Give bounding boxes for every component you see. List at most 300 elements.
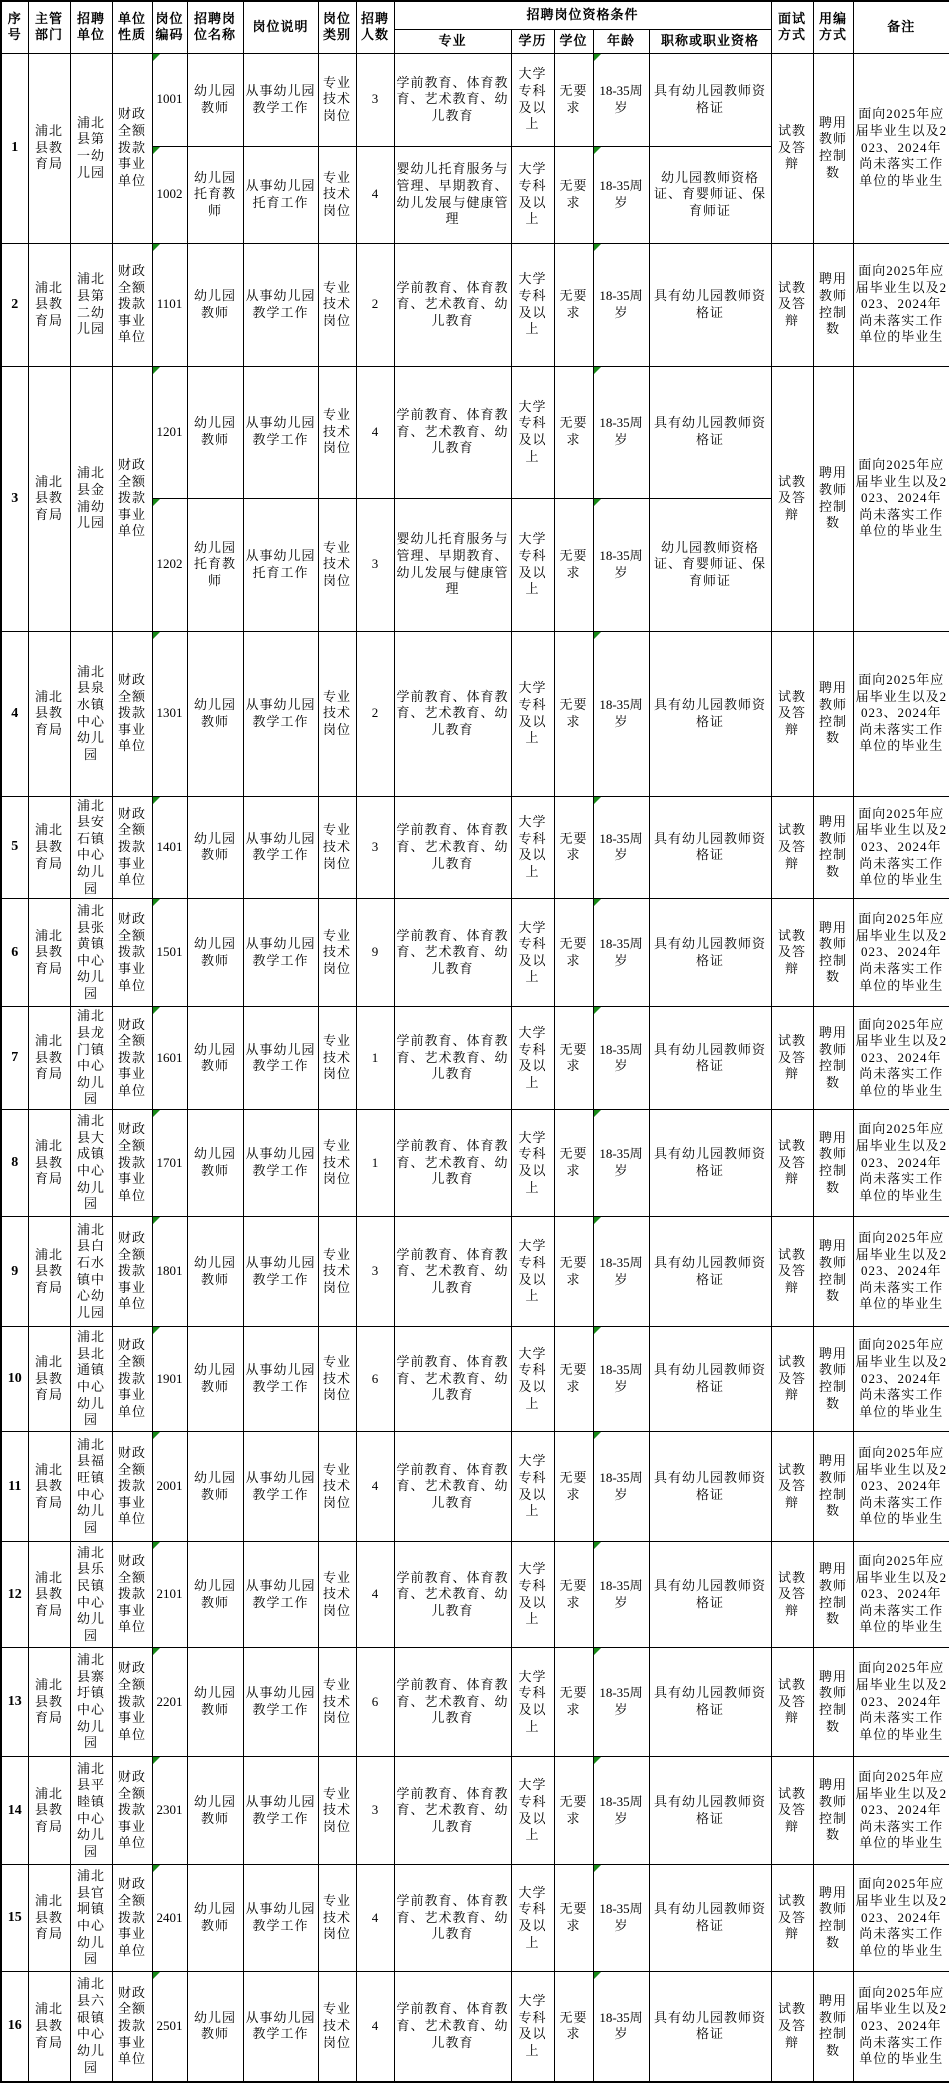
cell-category: 专业技术岗位 bbox=[318, 1110, 356, 1217]
cell-category: 专业技术岗位 bbox=[318, 899, 356, 1007]
cell-qualification: 幼儿园教师资格证、育婴师证、保育师证 bbox=[649, 146, 771, 243]
cell-count: 2 bbox=[356, 243, 394, 366]
cell-age: 18-35周岁 bbox=[593, 146, 649, 243]
cell-unit: 浦北县安石镇中心幼儿园 bbox=[70, 796, 112, 899]
table-row bbox=[1, 1865, 949, 1972]
cell-remark: 面向2025年应届毕业生以及2023、2024年尚未落实工作单位的毕业生 bbox=[853, 796, 949, 899]
cell-age: 18-35周岁 bbox=[593, 1007, 649, 1110]
cell-age: 18-35周岁 bbox=[593, 1110, 649, 1217]
table-header bbox=[1, 1, 949, 53]
cell-unit: 浦北县泉水镇中心幼儿园 bbox=[70, 631, 112, 796]
cell-count: 9 bbox=[356, 899, 394, 1007]
cell-nature: 财政全额拨款事业单位 bbox=[112, 53, 152, 243]
cell-dept: 浦北县教育局 bbox=[28, 1432, 70, 1542]
cell-post-desc: 从事幼儿园教学工作 bbox=[243, 366, 318, 498]
header-title-or-qual: 职称或职业资格 bbox=[649, 29, 771, 53]
cell-code: 1202 bbox=[152, 498, 187, 631]
cell-unit: 浦北县金浦幼儿园 bbox=[70, 366, 112, 631]
cell-post-name: 幼儿园教师 bbox=[187, 53, 243, 146]
cell-interview: 试教及答辩 bbox=[771, 1217, 813, 1327]
cell-major: 学前教育、体育教育、艺术教育、幼儿教育 bbox=[394, 899, 511, 1007]
cell-degree: 无要求 bbox=[554, 631, 593, 796]
cell-staffing: 聘用教师控制数 bbox=[813, 243, 853, 366]
cell-category: 专业技术岗位 bbox=[318, 1648, 356, 1757]
table-row bbox=[1, 1542, 949, 1648]
cell-staffing: 聘用教师控制数 bbox=[813, 1972, 853, 2082]
cell-code: 1002 bbox=[152, 146, 187, 243]
cell-interview: 试教及答辩 bbox=[771, 243, 813, 366]
cell-age: 18-35周岁 bbox=[593, 796, 649, 899]
cell-major: 学前教育、体育教育、艺术教育、幼儿教育 bbox=[394, 1110, 511, 1217]
cell-post-name: 幼儿园教师 bbox=[187, 1007, 243, 1110]
cell-dept: 浦北县教育局 bbox=[28, 53, 70, 243]
cell-count: 4 bbox=[356, 1972, 394, 2082]
cell-qualification: 具有幼儿园教师资格证 bbox=[649, 1007, 771, 1110]
cell-staffing: 聘用教师控制数 bbox=[813, 1327, 853, 1432]
cell-staffing: 聘用教师控制数 bbox=[813, 796, 853, 899]
cell-post-name: 幼儿园托育教师 bbox=[187, 146, 243, 243]
cell-degree: 无要求 bbox=[554, 1217, 593, 1327]
table-row bbox=[1, 1327, 949, 1432]
header-age: 年龄 bbox=[593, 29, 649, 53]
cell-post-name: 幼儿园教师 bbox=[187, 1432, 243, 1542]
cell-remark: 面向2025年应届毕业生以及2023、2024年尚未落实工作单位的毕业生 bbox=[853, 53, 949, 243]
cell-category: 专业技术岗位 bbox=[318, 1757, 356, 1865]
header-seq: 序号 bbox=[1, 1, 28, 53]
table-row bbox=[1, 899, 949, 1007]
table-row bbox=[1, 1217, 949, 1327]
cell-post-name: 幼儿园教师 bbox=[187, 796, 243, 899]
cell-dept: 浦北县教育局 bbox=[28, 1217, 70, 1327]
cell-qualification: 具有幼儿园教师资格证 bbox=[649, 1542, 771, 1648]
cell-major: 学前教育、体育教育、艺术教育、幼儿教育 bbox=[394, 631, 511, 796]
cell-count: 1 bbox=[356, 1110, 394, 1217]
cell-remark: 面向2025年应届毕业生以及2023、2024年尚未落实工作单位的毕业生 bbox=[853, 1865, 949, 1972]
cell-code: 1901 bbox=[152, 1327, 187, 1432]
cell-count: 6 bbox=[356, 1648, 394, 1757]
cell-post-name: 幼儿园教师 bbox=[187, 1972, 243, 2082]
header-unit: 招聘单位 bbox=[70, 1, 112, 53]
cell-seq: 9 bbox=[1, 1217, 28, 1327]
cell-major: 学前教育、体育教育、艺术教育、幼儿教育 bbox=[394, 1757, 511, 1865]
cell-staffing: 聘用教师控制数 bbox=[813, 1865, 853, 1972]
cell-degree: 无要求 bbox=[554, 1865, 593, 1972]
cell-staffing: 聘用教师控制数 bbox=[813, 1432, 853, 1542]
header-degree: 学位 bbox=[554, 29, 593, 53]
cell-unit: 浦北县大成镇中心幼儿园 bbox=[70, 1110, 112, 1217]
cell-degree: 无要求 bbox=[554, 146, 593, 243]
cell-dept: 浦北县教育局 bbox=[28, 1110, 70, 1217]
cell-degree: 无要求 bbox=[554, 796, 593, 899]
cell-count: 2 bbox=[356, 631, 394, 796]
table-row bbox=[1, 1432, 949, 1542]
cell-dept: 浦北县教育局 bbox=[28, 1542, 70, 1648]
cell-interview: 试教及答辩 bbox=[771, 1542, 813, 1648]
cell-dept: 浦北县教育局 bbox=[28, 366, 70, 631]
cell-interview: 试教及答辩 bbox=[771, 796, 813, 899]
table-row bbox=[1, 796, 949, 899]
cell-degree: 无要求 bbox=[554, 366, 593, 498]
cell-education: 大学专科及以上 bbox=[511, 1327, 554, 1432]
cell-seq: 15 bbox=[1, 1865, 28, 1972]
cell-age: 18-35周岁 bbox=[593, 631, 649, 796]
cell-category: 专业技术岗位 bbox=[318, 366, 356, 498]
cell-staffing: 聘用教师控制数 bbox=[813, 1007, 853, 1110]
cell-major: 学前教育、体育教育、艺术教育、幼儿教育 bbox=[394, 53, 511, 146]
cell-seq: 13 bbox=[1, 1648, 28, 1757]
header-education: 学历 bbox=[511, 29, 554, 53]
cell-nature: 财政全额拨款事业单位 bbox=[112, 1865, 152, 1972]
cell-code: 1501 bbox=[152, 899, 187, 1007]
header-code: 岗位编码 bbox=[152, 1, 187, 53]
cell-major: 学前教育、体育教育、艺术教育、幼儿教育 bbox=[394, 796, 511, 899]
cell-education: 大学专科及以上 bbox=[511, 1757, 554, 1865]
cell-degree: 无要求 bbox=[554, 498, 593, 631]
table-row bbox=[1, 631, 949, 796]
cell-major: 学前教育、体育教育、艺术教育、幼儿教育 bbox=[394, 1648, 511, 1757]
cell-interview: 试教及答辩 bbox=[771, 1327, 813, 1432]
cell-nature: 财政全额拨款事业单位 bbox=[112, 1648, 152, 1757]
cell-major: 婴幼儿托育服务与管理、早期教育、幼儿发展与健康管理 bbox=[394, 146, 511, 243]
cell-degree: 无要求 bbox=[554, 1542, 593, 1648]
cell-education: 大学专科及以上 bbox=[511, 1007, 554, 1110]
cell-post-desc: 从事幼儿园教学工作 bbox=[243, 899, 318, 1007]
cell-degree: 无要求 bbox=[554, 1007, 593, 1110]
cell-dept: 浦北县教育局 bbox=[28, 1007, 70, 1110]
cell-qualification: 具有幼儿园教师资格证 bbox=[649, 1327, 771, 1432]
cell-education: 大学专科及以上 bbox=[511, 631, 554, 796]
cell-category: 专业技术岗位 bbox=[318, 1865, 356, 1972]
cell-category: 专业技术岗位 bbox=[318, 796, 356, 899]
cell-code: 2201 bbox=[152, 1648, 187, 1757]
cell-remark: 面向2025年应届毕业生以及2023、2024年尚未落实工作单位的毕业生 bbox=[853, 243, 949, 366]
cell-seq: 3 bbox=[1, 366, 28, 631]
cell-major: 学前教育、体育教育、艺术教育、幼儿教育 bbox=[394, 1972, 511, 2082]
cell-code: 2401 bbox=[152, 1865, 187, 1972]
cell-interview: 试教及答辩 bbox=[771, 366, 813, 631]
cell-seq: 12 bbox=[1, 1542, 28, 1648]
cell-post-name: 幼儿园教师 bbox=[187, 243, 243, 366]
cell-post-name: 幼儿园教师 bbox=[187, 1110, 243, 1217]
cell-interview: 试教及答辩 bbox=[771, 1432, 813, 1542]
cell-code: 1201 bbox=[152, 366, 187, 498]
cell-degree: 无要求 bbox=[554, 1110, 593, 1217]
cell-category: 专业技术岗位 bbox=[318, 1432, 356, 1542]
header-qualification-group: 招聘岗位资格条件 bbox=[394, 1, 771, 29]
cell-category: 专业技术岗位 bbox=[318, 146, 356, 243]
cell-unit: 浦北县官垌镇中心幼儿园 bbox=[70, 1865, 112, 1972]
cell-age: 18-35周岁 bbox=[593, 1217, 649, 1327]
cell-code: 1101 bbox=[152, 243, 187, 366]
cell-staffing: 聘用教师控制数 bbox=[813, 1217, 853, 1327]
cell-qualification: 幼儿园教师资格证、育婴师证、保育师证 bbox=[649, 498, 771, 631]
cell-education: 大学专科及以上 bbox=[511, 243, 554, 366]
cell-interview: 试教及答辩 bbox=[771, 1110, 813, 1217]
cell-count: 4 bbox=[356, 366, 394, 498]
cell-seq: 7 bbox=[1, 1007, 28, 1110]
cell-remark: 面向2025年应届毕业生以及2023、2024年尚未落实工作单位的毕业生 bbox=[853, 899, 949, 1007]
cell-nature: 财政全额拨款事业单位 bbox=[112, 1542, 152, 1648]
cell-remark: 面向2025年应届毕业生以及2023、2024年尚未落实工作单位的毕业生 bbox=[853, 1110, 949, 1217]
cell-dept: 浦北县教育局 bbox=[28, 1648, 70, 1757]
cell-post-name: 幼儿园教师 bbox=[187, 1757, 243, 1865]
cell-count: 3 bbox=[356, 1757, 394, 1865]
cell-unit: 浦北县福旺镇中心幼儿园 bbox=[70, 1432, 112, 1542]
cell-count: 6 bbox=[356, 1327, 394, 1432]
cell-staffing: 聘用教师控制数 bbox=[813, 631, 853, 796]
cell-code: 2501 bbox=[152, 1972, 187, 2082]
cell-remark: 面向2025年应届毕业生以及2023、2024年尚未落实工作单位的毕业生 bbox=[853, 1217, 949, 1327]
cell-major: 婴幼儿托育服务与管理、早期教育、幼儿发展与健康管理 bbox=[394, 498, 511, 631]
cell-education: 大学专科及以上 bbox=[511, 366, 554, 498]
cell-age: 18-35周岁 bbox=[593, 498, 649, 631]
cell-major: 学前教育、体育教育、艺术教育、幼儿教育 bbox=[394, 1327, 511, 1432]
cell-interview: 试教及答辩 bbox=[771, 1757, 813, 1865]
cell-major: 学前教育、体育教育、艺术教育、幼儿教育 bbox=[394, 366, 511, 498]
cell-category: 专业技术岗位 bbox=[318, 1327, 356, 1432]
cell-category: 专业技术岗位 bbox=[318, 1542, 356, 1648]
cell-seq: 2 bbox=[1, 243, 28, 366]
cell-qualification: 具有幼儿园教师资格证 bbox=[649, 1110, 771, 1217]
cell-remark: 面向2025年应届毕业生以及2023、2024年尚未落实工作单位的毕业生 bbox=[853, 1757, 949, 1865]
cell-degree: 无要求 bbox=[554, 1648, 593, 1757]
cell-count: 3 bbox=[356, 498, 394, 631]
recruitment-table-body bbox=[1, 53, 949, 2082]
cell-degree: 无要求 bbox=[554, 1327, 593, 1432]
cell-qualification: 具有幼儿园教师资格证 bbox=[649, 53, 771, 146]
cell-post-name: 幼儿园教师 bbox=[187, 1648, 243, 1757]
cell-count: 3 bbox=[356, 1217, 394, 1327]
cell-code: 1601 bbox=[152, 1007, 187, 1110]
cell-staffing: 聘用教师控制数 bbox=[813, 1757, 853, 1865]
cell-qualification: 具有幼儿园教师资格证 bbox=[649, 1432, 771, 1542]
cell-degree: 无要求 bbox=[554, 1972, 593, 2082]
cell-qualification: 具有幼儿园教师资格证 bbox=[649, 1217, 771, 1327]
cell-qualification: 具有幼儿园教师资格证 bbox=[649, 1648, 771, 1757]
cell-education: 大学专科及以上 bbox=[511, 146, 554, 243]
cell-count: 3 bbox=[356, 53, 394, 146]
cell-category: 专业技术岗位 bbox=[318, 243, 356, 366]
cell-staffing: 聘用教师控制数 bbox=[813, 1648, 853, 1757]
cell-post-desc: 从事幼儿园教学工作 bbox=[243, 1327, 318, 1432]
cell-education: 大学专科及以上 bbox=[511, 899, 554, 1007]
header-major: 专业 bbox=[394, 29, 511, 53]
cell-remark: 面向2025年应届毕业生以及2023、2024年尚未落实工作单位的毕业生 bbox=[853, 631, 949, 796]
table-row bbox=[1, 1648, 949, 1757]
cell-education: 大学专科及以上 bbox=[511, 498, 554, 631]
cell-nature: 财政全额拨款事业单位 bbox=[112, 1110, 152, 1217]
cell-interview: 试教及答辩 bbox=[771, 631, 813, 796]
cell-code: 1401 bbox=[152, 796, 187, 899]
header-count: 招聘人数 bbox=[356, 1, 394, 53]
cell-category: 专业技术岗位 bbox=[318, 1972, 356, 2082]
cell-count: 4 bbox=[356, 146, 394, 243]
cell-age: 18-35周岁 bbox=[593, 243, 649, 366]
cell-staffing: 聘用教师控制数 bbox=[813, 899, 853, 1007]
cell-degree: 无要求 bbox=[554, 243, 593, 366]
table-row bbox=[1, 366, 949, 498]
cell-count: 4 bbox=[356, 1865, 394, 1972]
cell-count: 4 bbox=[356, 1432, 394, 1542]
cell-dept: 浦北县教育局 bbox=[28, 1757, 70, 1865]
cell-dept: 浦北县教育局 bbox=[28, 1865, 70, 1972]
cell-unit: 浦北县张黄镇中心幼儿园 bbox=[70, 899, 112, 1007]
cell-age: 18-35周岁 bbox=[593, 1648, 649, 1757]
cell-seq: 14 bbox=[1, 1757, 28, 1865]
cell-nature: 财政全额拨款事业单位 bbox=[112, 1007, 152, 1110]
cell-interview: 试教及答辩 bbox=[771, 899, 813, 1007]
cell-category: 专业技术岗位 bbox=[318, 498, 356, 631]
cell-seq: 10 bbox=[1, 1327, 28, 1432]
cell-post-desc: 从事幼儿园教学工作 bbox=[243, 1865, 318, 1972]
cell-post-desc: 从事幼儿园教学工作 bbox=[243, 1432, 318, 1542]
cell-major: 学前教育、体育教育、艺术教育、幼儿教育 bbox=[394, 1217, 511, 1327]
cell-post-name: 幼儿园教师 bbox=[187, 899, 243, 1007]
cell-post-desc: 从事幼儿园教学工作 bbox=[243, 1757, 318, 1865]
cell-qualification: 具有幼儿园教师资格证 bbox=[649, 631, 771, 796]
cell-qualification: 具有幼儿园教师资格证 bbox=[649, 796, 771, 899]
cell-remark: 面向2025年应届毕业生以及2023、2024年尚未落实工作单位的毕业生 bbox=[853, 1972, 949, 2082]
cell-unit: 浦北县龙门镇中心幼儿园 bbox=[70, 1007, 112, 1110]
cell-post-desc: 从事幼儿园教学工作 bbox=[243, 53, 318, 146]
cell-major: 学前教育、体育教育、艺术教育、幼儿教育 bbox=[394, 1007, 511, 1110]
cell-unit: 浦北县平睦镇中心幼儿园 bbox=[70, 1757, 112, 1865]
cell-post-desc: 从事幼儿园教学工作 bbox=[243, 1542, 318, 1648]
cell-post-desc: 从事幼儿园教学工作 bbox=[243, 1972, 318, 2082]
header-interview: 面试方式 bbox=[771, 1, 813, 53]
cell-category: 专业技术岗位 bbox=[318, 1007, 356, 1110]
cell-unit: 浦北县第一幼儿园 bbox=[70, 53, 112, 243]
cell-code: 1001 bbox=[152, 53, 187, 146]
cell-category: 专业技术岗位 bbox=[318, 1217, 356, 1327]
cell-qualification: 具有幼儿园教师资格证 bbox=[649, 899, 771, 1007]
cell-interview: 试教及答辩 bbox=[771, 1865, 813, 1972]
cell-nature: 财政全额拨款事业单位 bbox=[112, 1972, 152, 2082]
cell-code: 1301 bbox=[152, 631, 187, 796]
cell-education: 大学专科及以上 bbox=[511, 53, 554, 146]
cell-education: 大学专科及以上 bbox=[511, 1972, 554, 2082]
cell-major: 学前教育、体育教育、艺术教育、幼儿教育 bbox=[394, 1542, 511, 1648]
cell-count: 4 bbox=[356, 1542, 394, 1648]
cell-interview: 试教及答辩 bbox=[771, 1007, 813, 1110]
cell-post-name: 幼儿园教师 bbox=[187, 1542, 243, 1648]
cell-nature: 财政全额拨款事业单位 bbox=[112, 1757, 152, 1865]
cell-qualification: 具有幼儿园教师资格证 bbox=[649, 1865, 771, 1972]
cell-category: 专业技术岗位 bbox=[318, 53, 356, 146]
cell-seq: 5 bbox=[1, 796, 28, 899]
header-dept: 主管部门 bbox=[28, 1, 70, 53]
cell-education: 大学专科及以上 bbox=[511, 1110, 554, 1217]
cell-remark: 面向2025年应届毕业生以及2023、2024年尚未落实工作单位的毕业生 bbox=[853, 1007, 949, 1110]
cell-nature: 财政全额拨款事业单位 bbox=[112, 243, 152, 366]
cell-education: 大学专科及以上 bbox=[511, 1432, 554, 1542]
header-row-1 bbox=[1, 1, 949, 29]
cell-post-desc: 从事幼儿园教学工作 bbox=[243, 1648, 318, 1757]
cell-qualification: 具有幼儿园教师资格证 bbox=[649, 1757, 771, 1865]
cell-code: 2301 bbox=[152, 1757, 187, 1865]
cell-unit: 浦北县六硍镇中心幼儿园 bbox=[70, 1972, 112, 2082]
cell-post-name: 幼儿园教师 bbox=[187, 631, 243, 796]
cell-interview: 试教及答辩 bbox=[771, 1972, 813, 2082]
table-row bbox=[1, 53, 949, 146]
cell-education: 大学专科及以上 bbox=[511, 1865, 554, 1972]
table-row bbox=[1, 1007, 949, 1110]
cell-major: 学前教育、体育教育、艺术教育、幼儿教育 bbox=[394, 1865, 511, 1972]
table-row bbox=[1, 1110, 949, 1217]
cell-staffing: 聘用教师控制数 bbox=[813, 1110, 853, 1217]
cell-age: 18-35周岁 bbox=[593, 899, 649, 1007]
header-category: 岗位类别 bbox=[318, 1, 356, 53]
cell-seq: 1 bbox=[1, 53, 28, 243]
table-row bbox=[1, 243, 949, 366]
cell-count: 3 bbox=[356, 796, 394, 899]
cell-remark: 面向2025年应届毕业生以及2023、2024年尚未落实工作单位的毕业生 bbox=[853, 1648, 949, 1757]
cell-major: 学前教育、体育教育、艺术教育、幼儿教育 bbox=[394, 1432, 511, 1542]
cell-post-desc: 从事幼儿园教学工作 bbox=[243, 1110, 318, 1217]
cell-unit: 浦北县乐民镇中心幼儿园 bbox=[70, 1542, 112, 1648]
header-nature: 单位性质 bbox=[112, 1, 152, 53]
cell-code: 1801 bbox=[152, 1217, 187, 1327]
cell-remark: 面向2025年应届毕业生以及2023、2024年尚未落实工作单位的毕业生 bbox=[853, 1327, 949, 1432]
cell-degree: 无要求 bbox=[554, 1432, 593, 1542]
cell-nature: 财政全额拨款事业单位 bbox=[112, 1327, 152, 1432]
cell-dept: 浦北县教育局 bbox=[28, 796, 70, 899]
cell-remark: 面向2025年应届毕业生以及2023、2024年尚未落实工作单位的毕业生 bbox=[853, 1542, 949, 1648]
cell-qualification: 具有幼儿园教师资格证 bbox=[649, 366, 771, 498]
cell-dept: 浦北县教育局 bbox=[28, 1327, 70, 1432]
cell-post-desc: 从事幼儿园托育工作 bbox=[243, 498, 318, 631]
cell-staffing: 聘用教师控制数 bbox=[813, 1542, 853, 1648]
cell-age: 18-35周岁 bbox=[593, 1542, 649, 1648]
cell-qualification: 具有幼儿园教师资格证 bbox=[649, 1972, 771, 2082]
cell-unit: 浦北县白石水镇中心幼儿园 bbox=[70, 1217, 112, 1327]
cell-age: 18-35周岁 bbox=[593, 366, 649, 498]
cell-nature: 财政全额拨款事业单位 bbox=[112, 631, 152, 796]
cell-interview: 试教及答辩 bbox=[771, 53, 813, 243]
cell-code: 2001 bbox=[152, 1432, 187, 1542]
cell-remark: 面向2025年应届毕业生以及2023、2024年尚未落实工作单位的毕业生 bbox=[853, 366, 949, 631]
cell-interview: 试教及答辩 bbox=[771, 1648, 813, 1757]
cell-age: 18-35周岁 bbox=[593, 1327, 649, 1432]
cell-seq: 8 bbox=[1, 1110, 28, 1217]
cell-post-desc: 从事幼儿园教学工作 bbox=[243, 796, 318, 899]
cell-nature: 财政全额拨款事业单位 bbox=[112, 1217, 152, 1327]
cell-nature: 财政全额拨款事业单位 bbox=[112, 366, 152, 631]
cell-post-desc: 从事幼儿园教学工作 bbox=[243, 631, 318, 796]
cell-age: 18-35周岁 bbox=[593, 1865, 649, 1972]
cell-dept: 浦北县教育局 bbox=[28, 899, 70, 1007]
cell-post-desc: 从事幼儿园教学工作 bbox=[243, 1007, 318, 1110]
cell-seq: 4 bbox=[1, 631, 28, 796]
header-post-name: 招聘岗位名称 bbox=[187, 1, 243, 53]
cell-education: 大学专科及以上 bbox=[511, 796, 554, 899]
cell-major: 学前教育、体育教育、艺术教育、幼儿教育 bbox=[394, 243, 511, 366]
cell-code: 1701 bbox=[152, 1110, 187, 1217]
header-remark: 备注 bbox=[853, 1, 949, 53]
cell-staffing: 聘用教师控制数 bbox=[813, 366, 853, 631]
cell-dept: 浦北县教育局 bbox=[28, 631, 70, 796]
cell-post-desc: 从事幼儿园教学工作 bbox=[243, 1217, 318, 1327]
cell-post-name: 幼儿园托育教师 bbox=[187, 498, 243, 631]
cell-education: 大学专科及以上 bbox=[511, 1542, 554, 1648]
cell-seq: 6 bbox=[1, 899, 28, 1007]
cell-dept: 浦北县教育局 bbox=[28, 243, 70, 366]
cell-staffing: 聘用教师控制数 bbox=[813, 53, 853, 243]
cell-nature: 财政全额拨款事业单位 bbox=[112, 796, 152, 899]
header-staffing: 用编方式 bbox=[813, 1, 853, 53]
cell-age: 18-35周岁 bbox=[593, 1432, 649, 1542]
table-row bbox=[1, 1757, 949, 1865]
